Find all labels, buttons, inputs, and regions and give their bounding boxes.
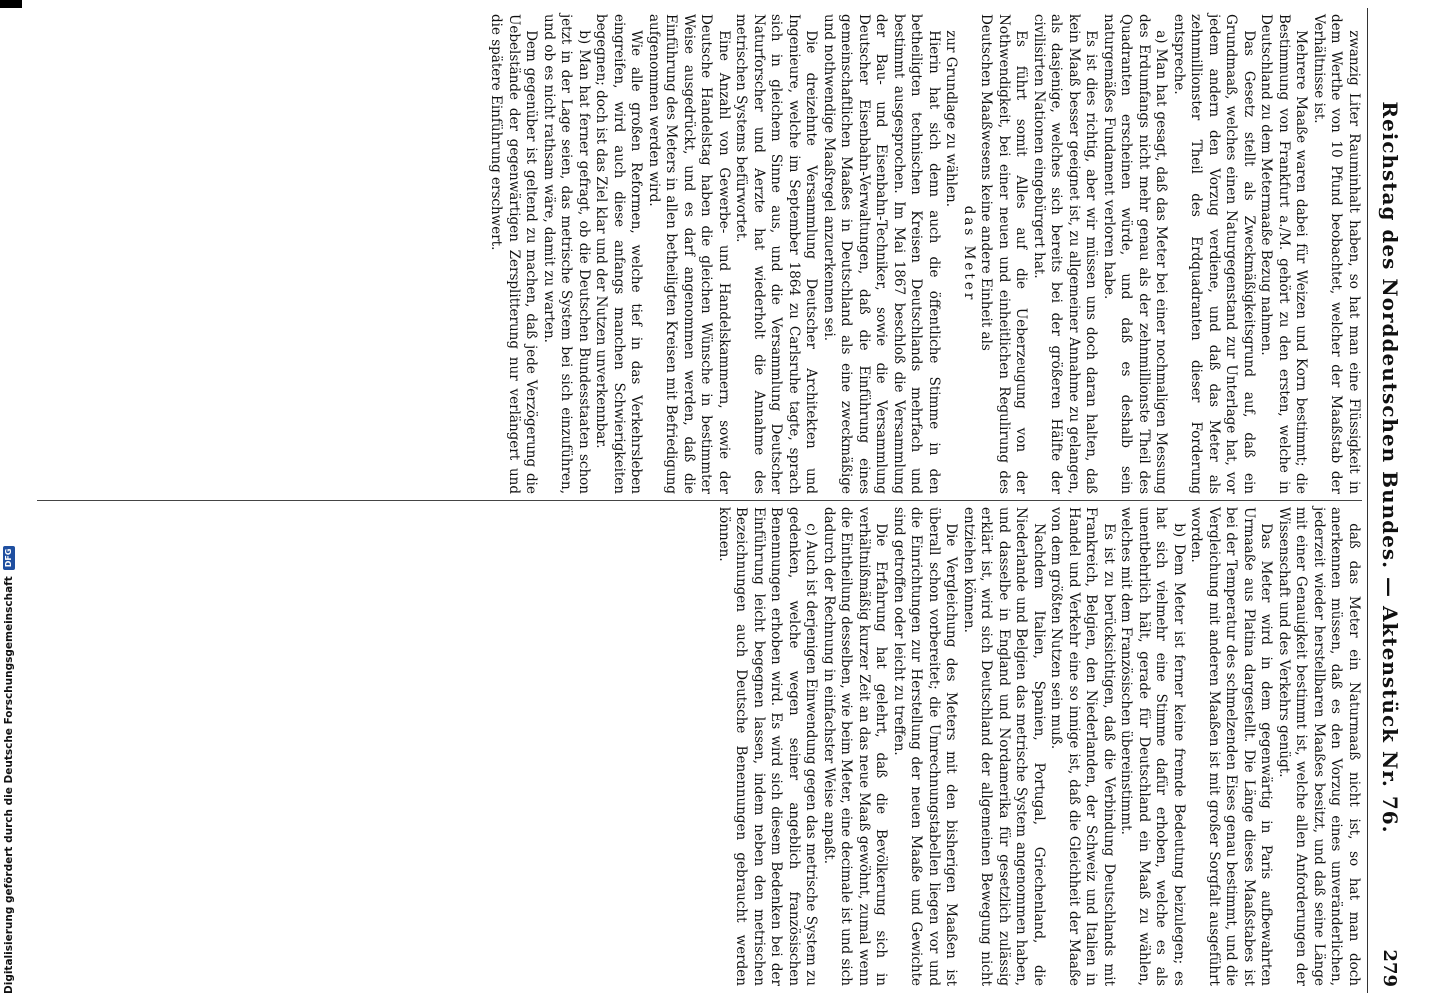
- paragraph: Wie alle großen Reformen, welche tief in das Verkehrsleben eingreifen, wird auch diese anfangs manchen Schwierigkeiten begegnen; doch ist das Ziel klar und der Nutzen unverkennbar.: [593, 14, 645, 494]
- paragraph: Eine Anzahl von Gewerbe- und Handelskammern, sowie der Deutsche Handelstag haben die gleichen Wünsche in bestimmter Weise ausgedrückt, und es darf angenommen werden, daß die Einführung des Meters in allen betheiligten Kreisen mit Befriedigung aufgenommen werden wird.: [646, 14, 732, 494]
- footer-text: Digitalisierung gefördert durch die Deutsche Forschungsgemeinschaft: [3, 576, 15, 994]
- document-page: [30, 8, 1410, 993]
- paragraph: Mehrere Maaße waren dabei für Weizen und Korn bestimmt; die Bestimmung von Frankfurt a./M. gehört zu den ersten, welche in Deutschland zu dem Metermaaße Bezug nahmen.: [1258, 14, 1310, 494]
- paragraph: zwanzig Liter Rauminhalt haben, so hat man eine Flüssigkeit in dem Werthe von 10 Pfund beobachtet, welcher der Maaßstab der Verhältnisse ist.: [1311, 14, 1362, 494]
- left-column: [37, 8, 1362, 500]
- page-title: Reichstag des Norddeutschen Bundes. — Aktenstück Nr. 76.: [1378, 101, 1402, 834]
- text-columns: [37, 8, 1362, 993]
- paragraph: Das Meter wird in dem gegenwärtig in Paris aufbewahrten Urmaaße aus Platina dargestellt. Die Länge dieses Maaßstabes ist bei der Temperatur des schmelzenden Eises genau bestimmt, und die Vergleichung mit anderen Maaßen ist mit großer Sorgfalt ausgeführt worden.: [1188, 507, 1275, 986]
- paragraph: Die dreizehnte Versammlung Deutscher Architekten und Ingenieure, welche im September 1864 zu Carlsruhe tagte, sprach sich in gleichem Sinne aus, und die Versammlung Deutscher Naturforscher und Aerzte hat wiederholt die Annahme des metrischen Systems befürwortet.: [733, 14, 820, 494]
- dfg-logo: DFG: [3, 546, 15, 571]
- paragraph: zur Grundlage zu wählen.: [943, 30, 960, 207]
- paragraph: das Meter: [961, 205, 977, 303]
- rotated-page-content: [30, 8, 1410, 993]
- paragraph: a) Man hat gesagt, daß das Meter bei einer nochmaligen Messung des Erdumfangs nicht mehr genau als der zehnmillionste Theil des Quadranten erscheinen würde, und daß es deshalb sein naturgemäßes Fundament verloren habe.: [1101, 14, 1170, 494]
- paragraph: c) Auch ist derjenigen Einwendung gegen das metrische System zu gedenken, welche wegen seiner angeblich französischen Benennungen erhoben wird. Es wird sich diesem Bedenken bei der Einführung leicht begegnen lassen, indem neben den metrischen Bezeichnungen auch Deutsche Benennungen gebraucht werden können.: [716, 507, 820, 986]
- right-column: [37, 500, 1362, 992]
- paragraph: b) Man hat ferner gefragt, ob die Deutschen Bundesstaaten schon jetzt in der Lage seien, das metrische System bei sich einzuführen, und ob es nicht rathsam wäre, damit zu warten.: [541, 14, 592, 494]
- paragraph: b) Dem Meter ist ferner keine fremde Bedeutung beizulegen; es hat sich vielmehr eine Stimme dafür erhoben, welche es als unentbehrlich hält, gerade für Deutschland ein Maaß zu wählen, welches mit dem Französischen übereinstimmt.: [1118, 507, 1187, 986]
- page-number: 279: [1379, 949, 1401, 987]
- paragraph: Dem gegenüber ist geltend zu machen, daß jede Verzögerung die Uebelstände der gegenwärtigen Zersplitterung nur verlängert und die spätere Einführung erschwert.: [488, 14, 540, 494]
- page-header: [1370, 8, 1410, 993]
- paragraph: Es führt somit Alles auf die Ueberzeugung von der Nothwendigkeit, bei einer neuen und einheitlichen Regulirung des Deutschen Maaßwesens keine andere Einheit als: [978, 14, 1030, 494]
- footer: [2, 548, 16, 994]
- header-rule: [1367, 8, 1368, 993]
- corner-mark: [0, 0, 22, 8]
- paragraph: Die Erfahrung hat gelehrt, daß die Bevölkerung sich in verhältnißmäßig kurzer Zeit an das neue Maaß gewöhnt, zumal wenn die Eintheilung desselben, wie beim Meter, eine decimale ist und sich dadurch der Rechnung in einfachster Weise anpaßt.: [821, 507, 890, 986]
- paragraph: Es ist zu berücksichtigen, daß die Verbindung Deutschlands mit Frankreich, Belgien, den Niederlanden, der Schweiz und Italien in Handel und Verkehr eine so innige ist, daß die Gleichheit der Maaße von dem größten Nutzen sein muß.: [1048, 507, 1117, 986]
- paragraph: Nachdem Italien, Spanien, Portugal, Griechenland, die Niederlande und Belgien das metrische System angenommen haben, und dasselbe in England und Nordamerika für gesetzlich zulässig erklärt ist, wird sich Deutschland der allgemeinen Bewegung nicht entziehen können.: [961, 507, 1047, 986]
- paragraph: Die Vergleichung des Meters mit den bisherigen Maaßen ist überall schon vorbereitet; die Umrechnungstabellen liegen vor und die Einrichtungen zur Herstellung der neuen Maaße und Gewichte sind getroffen oder leicht zu treffen.: [891, 507, 960, 986]
- footer-credit: [2, 548, 16, 994]
- paragraph: Das Gesetz stellt als Zweckmäßigkeitsgrund auf, daß ein Grundmaaß, welches einen Naturgegenstand zur Unterlage hat, vor jedem andern den Vorzug verdiene, und daß das Meter als zehnmillionster Theil des Erdquadranten dieser Forderung entspreche.: [1171, 14, 1257, 494]
- paragraph: Hierin hat sich denn auch die öffentliche Stimme in den betheiligten technischen Kreisen Deutschlands mehrfach und bestimmt ausgesprochen. Im Mai 1867 beschloß die Versammlung der Bau- und Eisenbahn-Techniker, sowie die Versammlung Deutscher Eisenbahn-Verwaltungen, daß die Einführung eines gemeinschaftlichen Maaßes in Deutschland als eine zweckmäßige und nothwendige Maaßregel anzuerkennen sei.: [821, 14, 942, 494]
- paragraph: Es ist dies richtig, aber wir müssen uns doch daran halten, daß kein Maaß besser geeignet ist, zu allgemeiner Annahme zu gelangen, als dasjenige, welches sich bereits bei der größeren Hälfte der civilisirten Nationen eingebürgert hat.: [1031, 14, 1100, 494]
- paragraph: daß das Meter ein Naturmaaß nicht ist, so hat man doch anerkennen müssen, daß es den Vorzug eines unveränderlichen, jederzeit wieder herstellbaren Maaßes besitzt, und daß seine Länge mit einer Genauigkeit bestimmt ist, welche allen Anforderungen der Wissenschaft und des Verkehrs genügt.: [1276, 507, 1362, 986]
